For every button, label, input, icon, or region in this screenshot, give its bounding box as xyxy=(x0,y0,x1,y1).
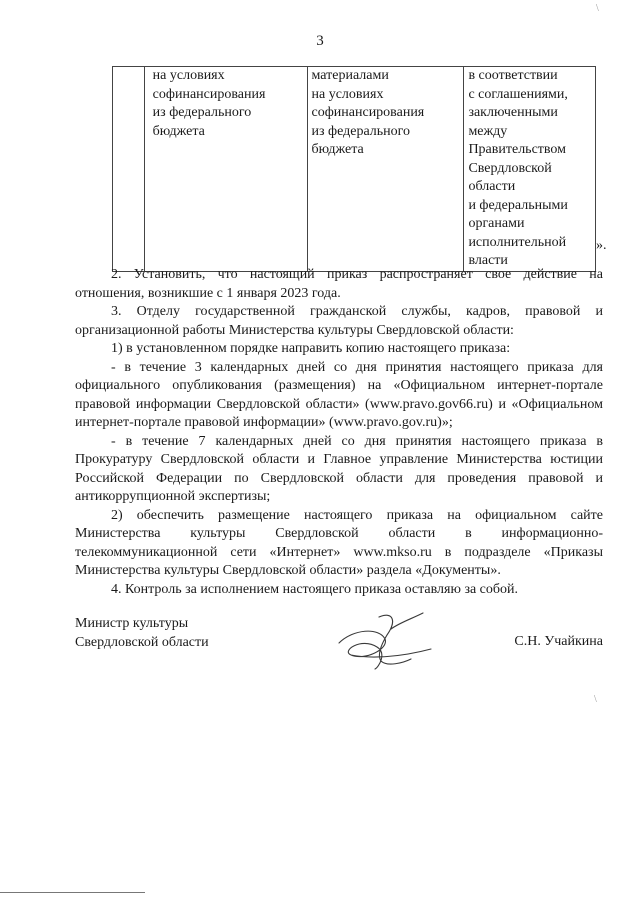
scan-mark: \ xyxy=(596,3,599,14)
cell-line: из федерального xyxy=(311,123,411,139)
cell-line: между xyxy=(468,123,508,139)
cell-line: софинансирования xyxy=(311,105,425,120)
cell-line: на условиях xyxy=(311,86,384,102)
cell-line: Свердловской xyxy=(468,160,552,176)
signature-block xyxy=(75,615,603,652)
signatory-title-line: Свердловской области xyxy=(75,634,209,650)
paragraph-department-instruction: 3. Отделу государственной гражданской службы, кадров, правовой и организационной работы Министерства культуры Свердловской области: xyxy=(75,304,603,338)
paragraph-website: 2) обеспечить размещение настоящего приказа на официальном сайте Министерства культуры Свердловской области в информационно-телекоммуникационной сети «Интернет» www.mkso.ru в подразделе «Приказы Министерства культуры Свердловской области» раздела «Документы». xyxy=(75,507,603,578)
table-cell-funding-terms xyxy=(144,67,307,272)
cell-line: материалами xyxy=(311,68,389,83)
table-cell-materials xyxy=(307,67,464,272)
table-closing-quote: ». xyxy=(596,238,607,253)
cell-line: и федеральными xyxy=(468,197,568,213)
signatory-title-line: Министр культуры xyxy=(75,616,189,631)
paragraph-prosecutor: - в течение 7 календарных дней со дня принятия настоящего приказа в Прокуратуру Свердловской области и Главное управление Министерства юстиции Российской Федерации по Свердловской области для проведения правовой и антикоррупционной экспертизы; xyxy=(75,433,603,504)
paragraph-publication: - в течение 3 календарных дней со дня принятия настоящего приказа для официального опубликования (размещения) на «Официальном интернет-портале правовой информации Свердловской области» (www.pravo.gov66.ru) и «Официальном интернет-портале правовой информации» (www.pravo.gov.ru)»; xyxy=(75,359,603,430)
cell-line: Правительством xyxy=(468,142,567,157)
cell-line: бюджета xyxy=(152,123,205,139)
signatory-name: С.Н. Учайкина xyxy=(514,634,603,649)
cell-line: области xyxy=(468,179,516,194)
cell-line: органами xyxy=(468,216,525,231)
order-body xyxy=(75,266,603,599)
paragraph-control: 4. Контроль за исполнением настоящего приказа оставляю за собой. xyxy=(111,581,519,597)
cell-line: исполнительной xyxy=(468,234,567,250)
page-number: 3 xyxy=(316,33,324,49)
scan-mark: \ xyxy=(594,694,597,705)
cell-line: в соответствии xyxy=(468,68,558,83)
cell-line: с соглашениями, xyxy=(468,86,568,102)
cell-line: заключенными xyxy=(468,105,558,120)
bottom-edge-line xyxy=(0,892,145,893)
table-row xyxy=(113,67,596,272)
handwritten-signature xyxy=(331,609,441,671)
paragraph-effective-date: 2. Установить, что настоящий приказ распространяет свое действие на отношения, возникшие с 1 января 2023 года. xyxy=(75,267,603,301)
cell-line: бюджета xyxy=(311,142,364,157)
cell-line: на условиях xyxy=(152,68,225,83)
cell-line: власти xyxy=(468,253,508,268)
cell-line: софинансирования xyxy=(152,86,266,102)
paragraph-send-copy: 1) в установленном порядке направить копию настоящего приказа: xyxy=(111,341,511,356)
table-cell-agreements xyxy=(464,67,596,272)
table-cell-empty xyxy=(113,67,145,272)
cell-line: из федерального xyxy=(152,105,252,120)
continuation-table xyxy=(112,66,596,272)
